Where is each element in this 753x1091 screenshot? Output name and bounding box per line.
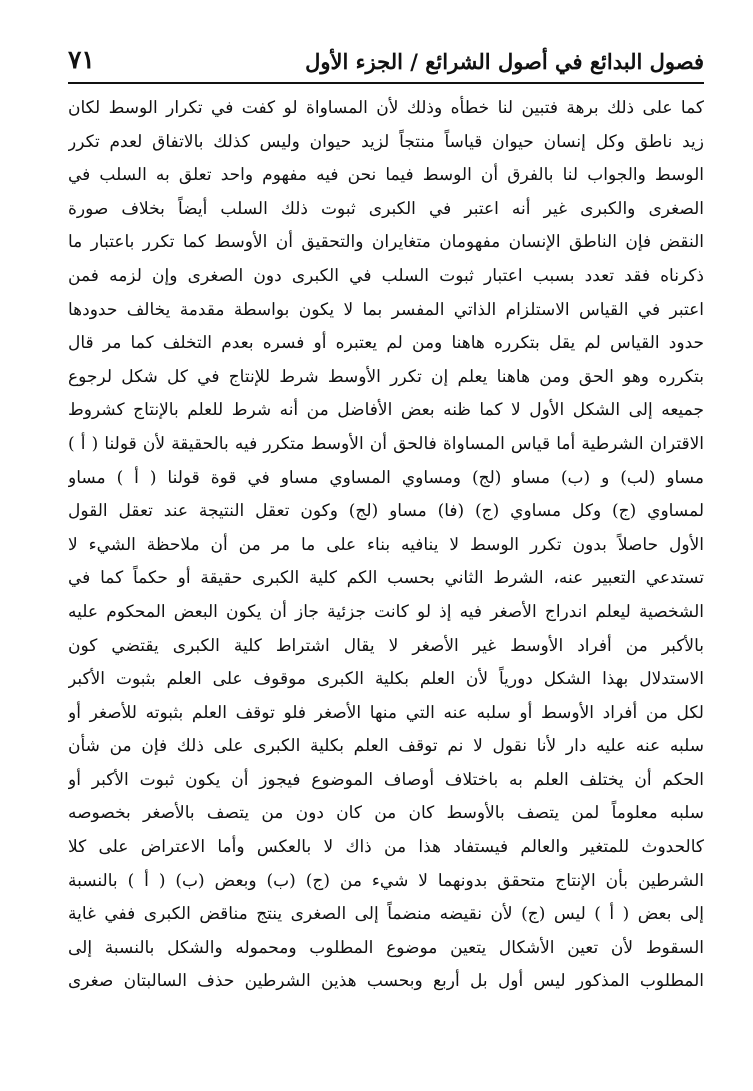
- text-line: لمساوي (ج) وكل مساوي (ج) (فا) مساو (لج) وكون تعقل النتيجة عند تعقل القول: [68, 501, 704, 522]
- text-line: كما على ذلك برهة فتبين لنا خطأه وذلك لأن المساواة لو كفت في تكرار الوسط لكان: [68, 98, 704, 118]
- text-line: النقض فإن الناطق الإنسان مفهومان متغايران والتحقيق أن الأوسط كما تكرر باعتبار ما: [68, 232, 704, 253]
- text-line: الأول حاصلاً بدون تكرر الوسط لا ينافيه بناء على ما مر من أن ملاحظة الشيء لا: [68, 534, 704, 555]
- text-line: الحكم أن يختلف العلم به باختلاف أوصاف الموضوع فيجوز أن يكون ثبوت الأكبر أو: [68, 769, 704, 790]
- text-line: تستدعي التعبير عنه، الشرط الثاني بحسب الكم كلية الكبرى حقيقة أو حكماً كما في: [68, 568, 704, 589]
- text-line: كالحدوث للمتغير والعالم فيستفاد هذا من ذاك لا بالعكس وأما الاعتراض على كلا: [68, 837, 704, 858]
- text-line: إلى بعض ( أ ) ليس (ج) لأن نقيضه منضماً إلى الصغرى ينتج مناقض الكبرى ففي غاية: [68, 904, 704, 925]
- text-line: الشرطين بأن الإنتاج متحقق بدونهما لا شيء من (ج) (ب) وبعض (ب) ( أ ) بالنسبة: [68, 870, 704, 891]
- text-line: الصغرى والكبرى غير أنه اعتبر في الكبرى ثبوت ذلك السلب أيضاً بخلاف صورة: [68, 198, 704, 219]
- page-number: ٧١: [68, 45, 95, 74]
- text-line: الاستدلال بهذا الشكل دورياً لأن العلم بكلية الكبرى موقوف على العلم بثبوت الأكبر: [68, 669, 704, 690]
- text-line: لكل من أفراد الأوسط أو سلبه عنه التي منها الأصغر فلو توقف العلم بثبوته للأصغر أو: [68, 702, 704, 723]
- text-line: الوسط والجواب لنا بالفرق أن الوسط فيما نحن فيه مفهوم واحد تعلق به السلب في: [68, 165, 704, 186]
- page-header: [68, 38, 704, 78]
- text-line: زيد ناطق وكل إنسان حيوان قياساً منتجاً لزيد حيوان وليس كذلك بالاتفاق لعدم تكرر: [68, 131, 704, 152]
- text-line: المطلوب المذكور ليس أول بل أربع وبحسب هذين الشرطين حذف السالبتان صغرى: [68, 971, 704, 992]
- body-text: [68, 92, 704, 999]
- text-line: ذكرناه فقد تعدد بسبب اعتبار ثبوت السلب في الكبرى دون الصغرى وإن لزمه فمن: [68, 265, 704, 286]
- text-line: مساو (لب) و (ب) مساو (لج) ومساوي المساوي مساو في قوة قولنا ( أ ) مساو: [68, 467, 704, 488]
- text-line: الاقتران الشرطية أما قياس المساواة فالحق أن الأوسط متكرر فيه بالحقيقة لأن قولنا ( أ ): [68, 433, 704, 454]
- running-title: فصول البدائع في أصول الشرائع / الجزء الأول: [305, 49, 704, 74]
- text-line: الشخصية ليعلم اندراج الأصغر فيه إذ لو كانت جزئية جاز أن يكون البعض المحكوم عليه: [68, 601, 704, 622]
- text-line: جميعه إلى الشكل الأول لا كما ظنه بعض الأفاضل من أنه شرط للعلم بالإنتاج كشروط: [68, 400, 704, 421]
- text-line: السقوط لأن تعين الأشكال يتعين موضوع المطلوب ومحموله والشكل بالنسبة إلى: [68, 937, 704, 958]
- text-line: بتكرره وهو الحق ومن هاهنا يعلم إن تكرر الأوسط شرط للإنتاج في كل شكل لرجوع: [68, 366, 704, 387]
- header-divider: [68, 82, 704, 84]
- text-line: سلبه عنه عليه دار لأنا نقول لا نم توقف العلم بكلية الكبرى على ذلك فإن من شأن: [68, 736, 704, 757]
- text-line: حدود القياس لم يقل بتكرره هاهنا ومن لم يعتبره أو فسره بعدم التخلف كما مر قال: [68, 333, 704, 354]
- text-line: اعتبر في القياس الاستلزام الذاتي المفسر بما لا يكون بواسطة مقدمة يخالف حدودها: [68, 299, 704, 320]
- text-line: بالأكبر من أفراد الأوسط غير الأصغر لا يقال اشتراط كلية الكبرى يقتضي كون: [68, 635, 704, 656]
- text-line: سلبه معلوماً لمن يتصف بالأوسط كان من كان دون من يتصف بالأصغر بخصوصه: [68, 803, 704, 824]
